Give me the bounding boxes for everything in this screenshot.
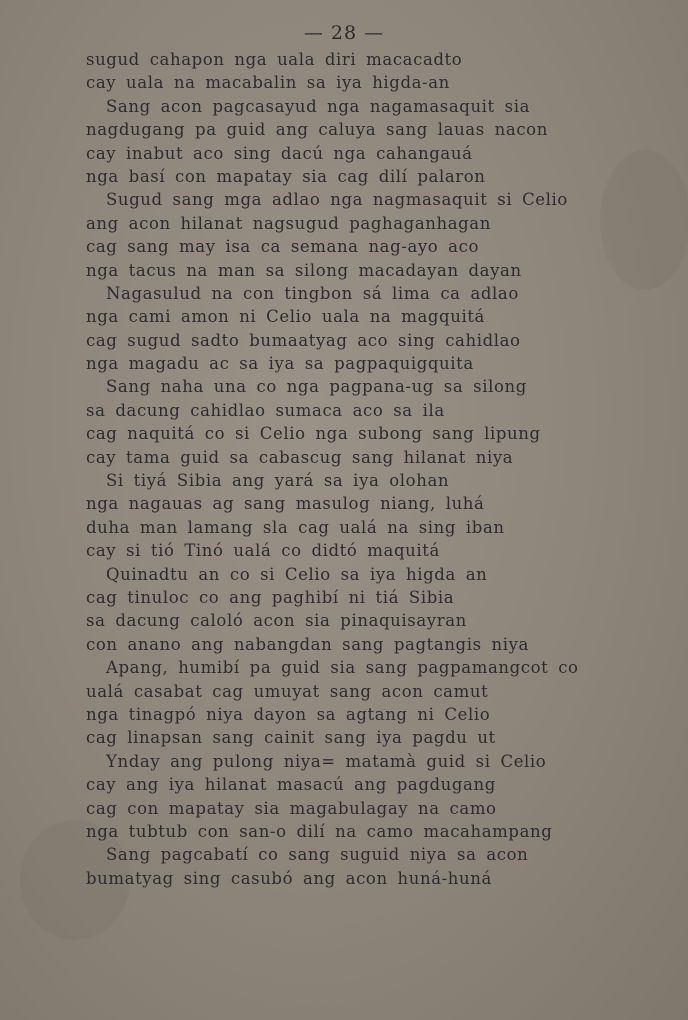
text-body: [86, 48, 666, 890]
text-line: Ynday ang pulong niya= matamà guid si Celio: [106, 751, 547, 771]
text-line: ualá casabat cag umuyat sang acon camut: [86, 681, 489, 701]
text-line: Si tiyá Sibia ang yará sa iya olohan: [106, 471, 450, 491]
text-line: cay ang iya hilanat masacú ang pagdugang: [86, 775, 496, 795]
text-line: cag sang may isa ca semana nag-ayo aco: [86, 237, 479, 257]
text-line: cag sugud sadto bumaatyag aco sing cahidlao: [86, 330, 521, 350]
text-line: duha man lamang sla cag ualá na sing iban: [86, 517, 505, 537]
text-line: nga basí con mapatay sia cag dilí palaron: [86, 166, 486, 186]
text-line: Sang naha una co nga pagpana-ug sa silong: [106, 377, 527, 397]
text-line: nga cami amon ni Celio uala na magquitá: [86, 307, 485, 327]
text-line: cag linapsan sang cainit sang iya pagdu ut: [86, 728, 496, 748]
page-number: — 28 —: [303, 22, 385, 44]
text-line: cay si tió Tinó ualá co didtó maquitá: [86, 541, 440, 561]
text-line: Nagasulud na con tingbon sá lima ca adlao: [106, 283, 519, 303]
text-line: cag con mapatay sia magabulagay na camo: [86, 798, 497, 818]
text-line: nga nagauas ag sang masulog niang, luhá: [86, 494, 485, 514]
text-line: sa dacung cahidlao sumaca aco sa ila: [86, 400, 445, 420]
text-line: cay tama guid sa cabascug sang hilanat niya: [86, 447, 514, 467]
text-line: nga tubtub con san-o dilí na camo macahampang: [86, 821, 553, 841]
text-line: ang acon hilanat nagsugud paghaganhagan: [86, 213, 491, 233]
text-line: Apang, humibí pa guid sia sang pagpamangcot co: [106, 658, 579, 678]
text-line: sa dacung caloló acon sia pinaquisayran: [86, 611, 467, 631]
text-line: Sang acon pagcasayud nga nagamasaquit sia: [106, 96, 531, 116]
text-line: nagdugang pa guid ang caluya sang lauas nacon: [86, 120, 548, 140]
text-line: cay uala na macabalin sa iya higda-an: [86, 73, 450, 93]
text-line: Sang pagcabatí co sang suguid niya sa acon: [106, 845, 529, 865]
text-line: Sugud sang mga adlao nga nagmasaquit si Celio: [106, 190, 568, 210]
text-line: bumatyag sing casubó ang acon huná-huná: [86, 868, 492, 888]
text-line: con anano ang nabangdan sang pagtangis niya: [86, 634, 529, 654]
text-line: cag tinuloc co ang paghibí ni tiá Sibia: [86, 587, 455, 607]
text-line: cay inabut aco sing dacú nga cahangauá: [86, 143, 473, 163]
text-line: Quinadtu an co si Celio sa iya higda an: [106, 564, 488, 584]
text-line: sugud cahapon nga uala diri macacadto: [86, 50, 463, 69]
text-line: nga tinagpó niya dayon sa agtang ni Celio: [86, 704, 491, 724]
text-line: nga tacus na man sa silong macadayan dayan: [86, 260, 522, 280]
text-line: nga magadu ac sa iya sa pagpaquigquita: [86, 354, 474, 374]
text-line: cag naquitá co si Celio nga subong sang lipung: [86, 424, 541, 444]
